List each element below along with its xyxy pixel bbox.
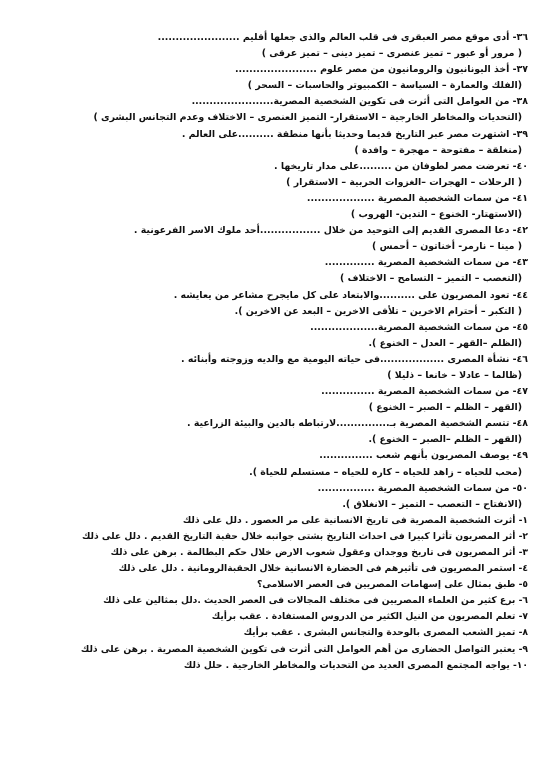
answer-options-line: (ظالما – عادلا – خانعا – ذليلا ) <box>387 369 522 381</box>
essay-question-line: ٣- أثر المصريون فى تاريخ ووجدان وعقول شعوب الارض خلال حكم البطالمة . برهن على ذلك <box>110 547 528 558</box>
question-line: ٤٣- من سمات الشخصية المصرية .............. <box>324 257 528 269</box>
answer-options-line: ( مينا – نارمر- أخناتون – أحمس ) <box>372 241 522 253</box>
essay-question-line: ٧- تعلم المصريون من النيل الكثير من الدروس المستفادة . عقب برأيك <box>211 611 528 623</box>
question-line: ٤٦- نشأة المصرى ..................فى حياته اليومية مع والديه وزوجته وأبنائه . <box>181 353 528 365</box>
question-line: ٣٨- من العوامل التى أثرت فى تكوين الشخصية المصرية....................... <box>191 96 528 108</box>
question-line: ٤٤- تعود المصريون على ..........والابتعاد على كل مايجرح مشاعر من يعايشه . <box>173 289 528 301</box>
answer-options-line: (التحديات والمخاطر الخارجية – الاستقرار- التميز العنصرى – الاختلاف وعدم التجانس البشرى ) <box>93 112 522 124</box>
question-line: ٥٠- من سمات الشخصية المصرية ................ <box>317 482 528 494</box>
question-line: ٣٦- أدى موقع مصر العبقرى فى قلب العالم والذى جعلها أقليم ....................... <box>157 32 528 43</box>
essay-question-line: ١٠- يواجه المجتمع المصرى العديد من التحديات والمخاطر الخارجية . حلل ذلك <box>183 659 528 671</box>
essay-question-line: ٢- أثر المصريون تأثرا كبيرا فى احداث التاريخ بشتى جوانبه خلال حقبة التاريخ القديم . دلل على ذلك <box>81 530 528 542</box>
answer-options-line: (الانفتاح – التعصب – التميز – الانغلاق ). <box>342 498 522 510</box>
question-line: ٤٠- تعرضت مصر لطوفان من .........على مدار تاريخها . <box>274 160 528 172</box>
question-line: ٤٥- من سمات الشخصية المصرية................... <box>310 321 528 333</box>
question-line: ٣٧- أخذ اليونانيون والرومانيون من مصر علوم ....................... <box>234 64 528 76</box>
answer-options-line: (الفلك والعمارة – السياسة – الكمبيوتر والحاسبات – السحر ) <box>247 80 522 92</box>
question-line: ٤٢- دعا المصرى القديم إلى التوحيد من خلال .................أحد ملوك الاسر الفرعونية . <box>133 225 528 237</box>
question-line: ٣٩- اشتهرت مصر عبر التاريخ قديما وحديثا بأنها منطقة ..........على العالم . <box>181 128 528 140</box>
answer-options-line: (الظلم –القهر – العدل – الخنوع ). <box>368 337 522 349</box>
essay-question-line: ٤- استمر المصريون فى تأثيرهم فى الحضارة الانسانية خلال الحقبةالرومانية . دلل على ذلك <box>118 563 528 575</box>
answer-options-line: ( مرور أو عبور – تميز عنصرى – تميز دينى – تميز عرقى ) <box>261 48 522 60</box>
question-line: ٤٩- يوصف المصريون بأنهم شعب ............... <box>319 450 528 462</box>
answer-options-line: (منغلقة – مفتوحة – مهجرة – وافدة ) <box>354 144 522 156</box>
question-line: ٤٨- تتسم الشخصية المصرية بـ...............لارتباطه بالدين والبيئة الزراعية . <box>187 418 528 430</box>
answer-options-line: ( التكبر – أحترام الاخرين – تلأفى الاخرين – البعد عن الاخرين ). <box>234 305 522 317</box>
answer-options-line: (الاستهتار- الخنوع – التدين- الهروب ) <box>350 209 522 221</box>
essay-question-line: ٨- تميز الشعب المصرى بالوحدة والتجانس البشرى . عقب برأيك <box>243 627 528 639</box>
answer-options-line: (القهر – الظلم – الصبر – الخنوع ) <box>368 402 522 414</box>
question-line: ٤١- من سمات الشخصية المصرية ................... <box>306 192 528 204</box>
answer-options-line: (التعصب – التميز – التسامح – الاختلاف ) <box>340 273 522 285</box>
answer-options-line: (القهر – الظلم –الصبر – الخنوع ). <box>368 434 522 446</box>
answer-options-line: ( الرحلات – الهجرات –الغزوات الحربية – الاستقرار ) <box>286 176 522 188</box>
essay-question-line: ٩- يعتبر التواصل الحضارى من أهم العوامل التى أثرت فى تكوين الشخصية المصرية . برهن على ذلك <box>80 643 528 655</box>
question-line: ٤٧- من سمات الشخصية المصرية ............... <box>321 386 528 398</box>
essay-question-line: ١- أثرت الشخصية المصرية فى تاريخ الانسانية على مر العصور . دلل على ذلك <box>182 514 528 526</box>
essay-question-line: ٥- طبق بمثال على إسهامات المصريين فى العصر الاسلامى؟ <box>256 579 528 591</box>
answer-options-line: (محب للحياه – زاهد للحياه – كاره للحياه – مستسلم للحياة ). <box>249 466 522 478</box>
essay-question-line: ٦- برع كثير من العلماء المصريين فى مختلف المجالات فى العصر الحديث .دلل بمثالين على ذلك <box>103 595 528 607</box>
